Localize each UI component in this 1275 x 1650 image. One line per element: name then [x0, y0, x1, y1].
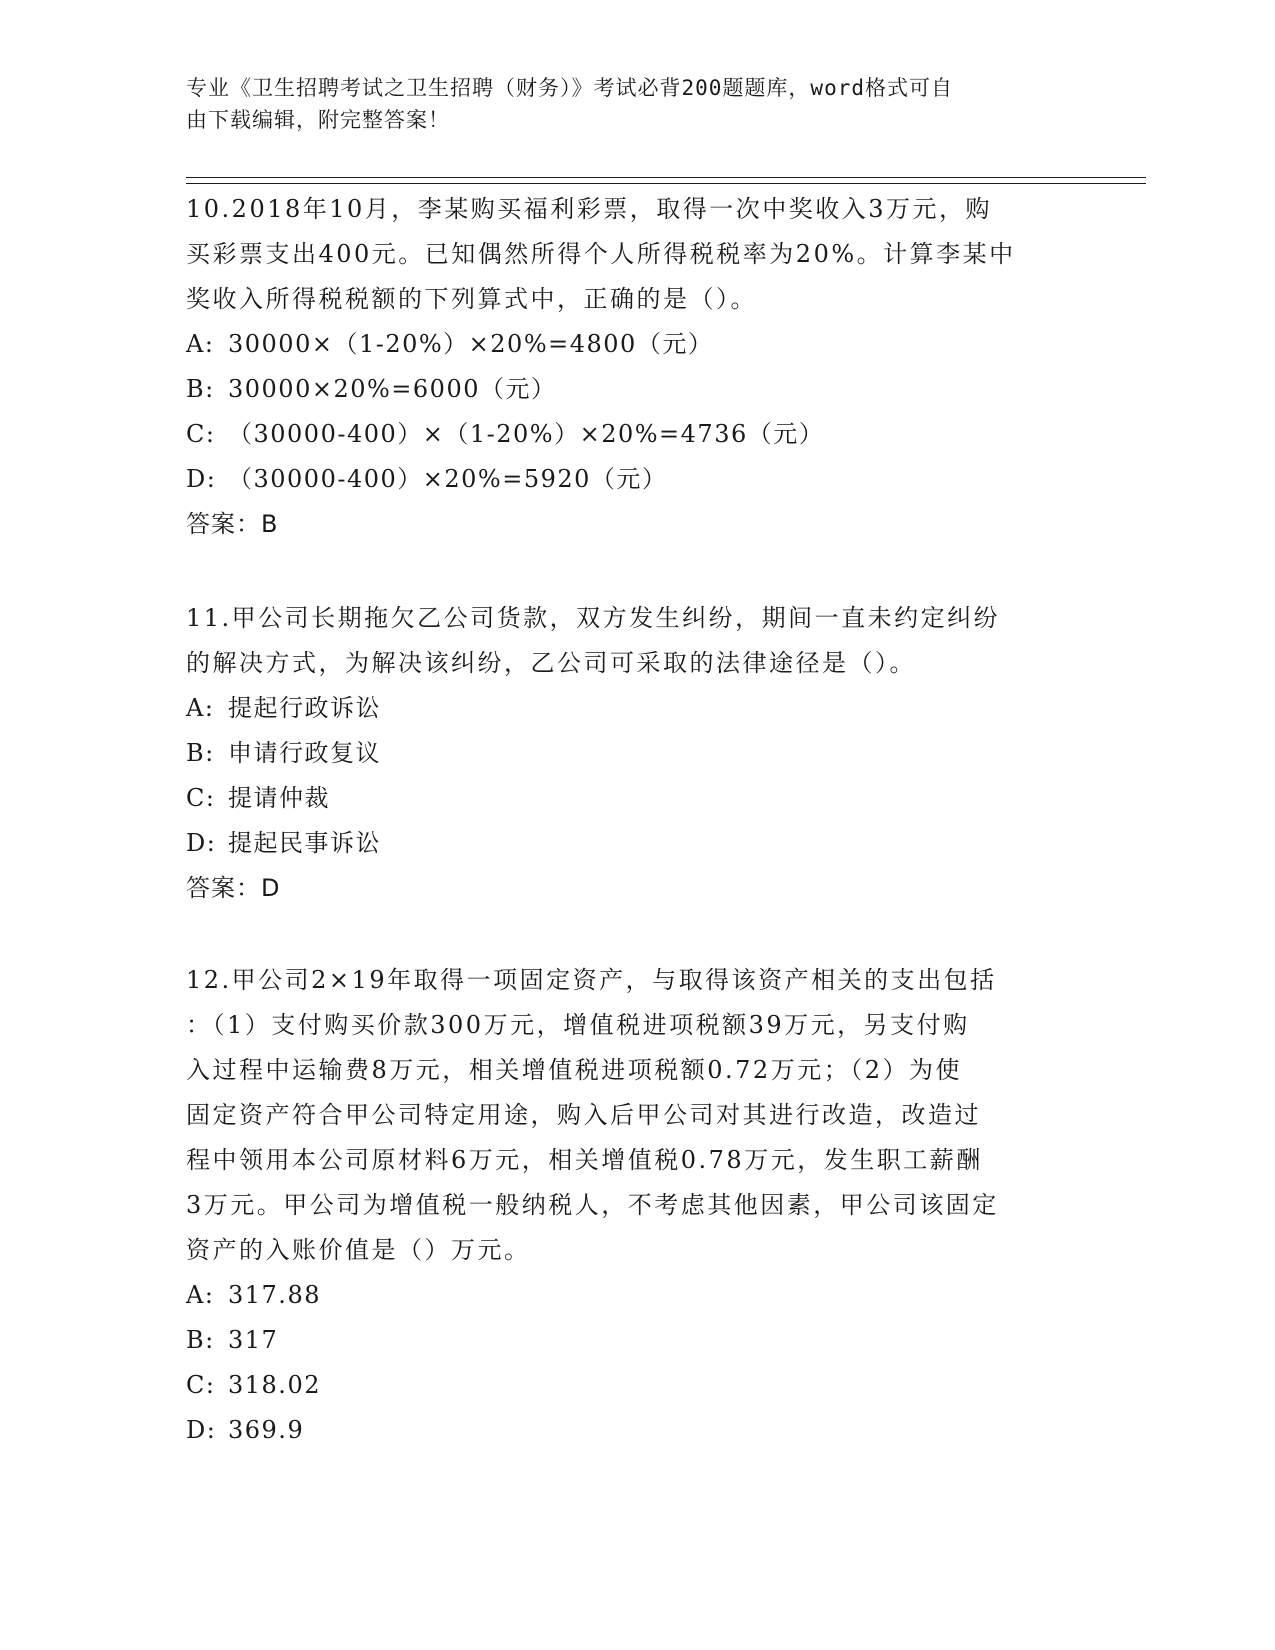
- option-letter: B:: [186, 375, 215, 403]
- option-letter: A:: [186, 694, 215, 722]
- question-text-line: 的解决方式，为解决该纠纷，乙公司可采取的法律途径是（）。: [186, 649, 916, 677]
- option-a: [186, 1273, 1086, 1318]
- answer-text: 答案：B: [186, 510, 279, 538]
- question-text-line: 奖收入所得税税额的下列算式中，正确的是（）。: [186, 285, 757, 313]
- option-letter: C:: [186, 420, 216, 448]
- option-letter: A:: [186, 330, 215, 358]
- option-letter: C:: [186, 784, 216, 812]
- question-12: [186, 958, 1086, 1453]
- question-10: [186, 187, 1086, 547]
- option-text: 318.02: [228, 1371, 321, 1399]
- option-b: [186, 731, 1086, 776]
- option-d: [186, 457, 1086, 502]
- option-text: 申请行政复议: [228, 739, 381, 767]
- question-11: [186, 596, 1086, 911]
- option-letter: A:: [186, 1281, 215, 1309]
- option-a: [186, 322, 1086, 367]
- option-text: （30000-400）×（1-20%）×20%=4736（元）: [228, 420, 825, 448]
- option-text: 提请仲裁: [228, 784, 330, 812]
- question-text-line: 10.2018年10月，李某购买福利彩票，取得一次中奖收入3万元，购: [186, 195, 993, 223]
- option-b: [186, 1318, 1086, 1363]
- option-d: [186, 821, 1086, 866]
- option-text: 提起民事诉讼: [228, 829, 381, 857]
- option-letter: B:: [186, 739, 215, 767]
- header-divider-top: [186, 177, 1146, 178]
- option-text: 30000×（1-20%）×20%=4800（元）: [228, 330, 714, 358]
- question-text-line: 固定资产符合甲公司特定用途，购入后甲公司对其进行改造，改造过: [186, 1101, 981, 1129]
- header-divider-bottom: [186, 183, 1146, 184]
- question-text-line: 3万元。甲公司为增值税一般纳税人，不考虑其他因素，甲公司该固定: [186, 1191, 999, 1219]
- option-text: （30000-400）×20%=5920（元）: [228, 465, 668, 493]
- option-d: [186, 1408, 1086, 1453]
- question-text-line: 12.甲公司2×19年取得一项固定资产，与取得该资产相关的支出包括: [186, 966, 997, 994]
- question-text-line: 资产的入账价值是（）万元。: [186, 1236, 531, 1264]
- question-text-line: 入过程中运输费8万元，相关增值税进项税额0.72万元；（2）为使: [186, 1056, 962, 1084]
- option-text: 369.9: [228, 1416, 305, 1444]
- question-text-line: 程中领用本公司原材料6万元，相关增值税0.78万元，发生职工薪酬: [186, 1146, 983, 1174]
- option-letter: D:: [186, 465, 217, 493]
- header-line-2: 由下载编辑，附完整答案！: [186, 108, 450, 132]
- document-header: [186, 72, 1066, 136]
- option-a: [186, 686, 1086, 731]
- option-c: [186, 1363, 1086, 1408]
- option-letter: D:: [186, 1416, 217, 1444]
- question-text-line: 买彩票支出400元。已知偶然所得个人所得税税率为20%。计算李某中: [186, 240, 1016, 268]
- header-line-1: 专业《卫生招聘考试之卫生招聘（财务）》考试必背200题题库，word格式可自: [186, 76, 953, 100]
- option-letter: B:: [186, 1326, 215, 1354]
- option-text: 317: [228, 1326, 279, 1354]
- option-text: 提起行政诉讼: [228, 694, 381, 722]
- option-text: 317.88: [228, 1281, 321, 1309]
- option-letter: D:: [186, 829, 217, 857]
- question-text-line: 11.甲公司长期拖欠乙公司货款，双方发生纠纷，期间一直未约定纠纷: [186, 604, 1001, 632]
- option-letter: C:: [186, 1371, 216, 1399]
- question-text-line: ：（1）支付购买价款300万元，增值税进项税额39万元，另支付购: [186, 1011, 970, 1039]
- answer-text: 答案：D: [186, 874, 281, 902]
- option-text: 30000×20%=6000（元）: [228, 375, 557, 403]
- option-b: [186, 367, 1086, 412]
- option-c: [186, 412, 1086, 457]
- option-c: [186, 776, 1086, 821]
